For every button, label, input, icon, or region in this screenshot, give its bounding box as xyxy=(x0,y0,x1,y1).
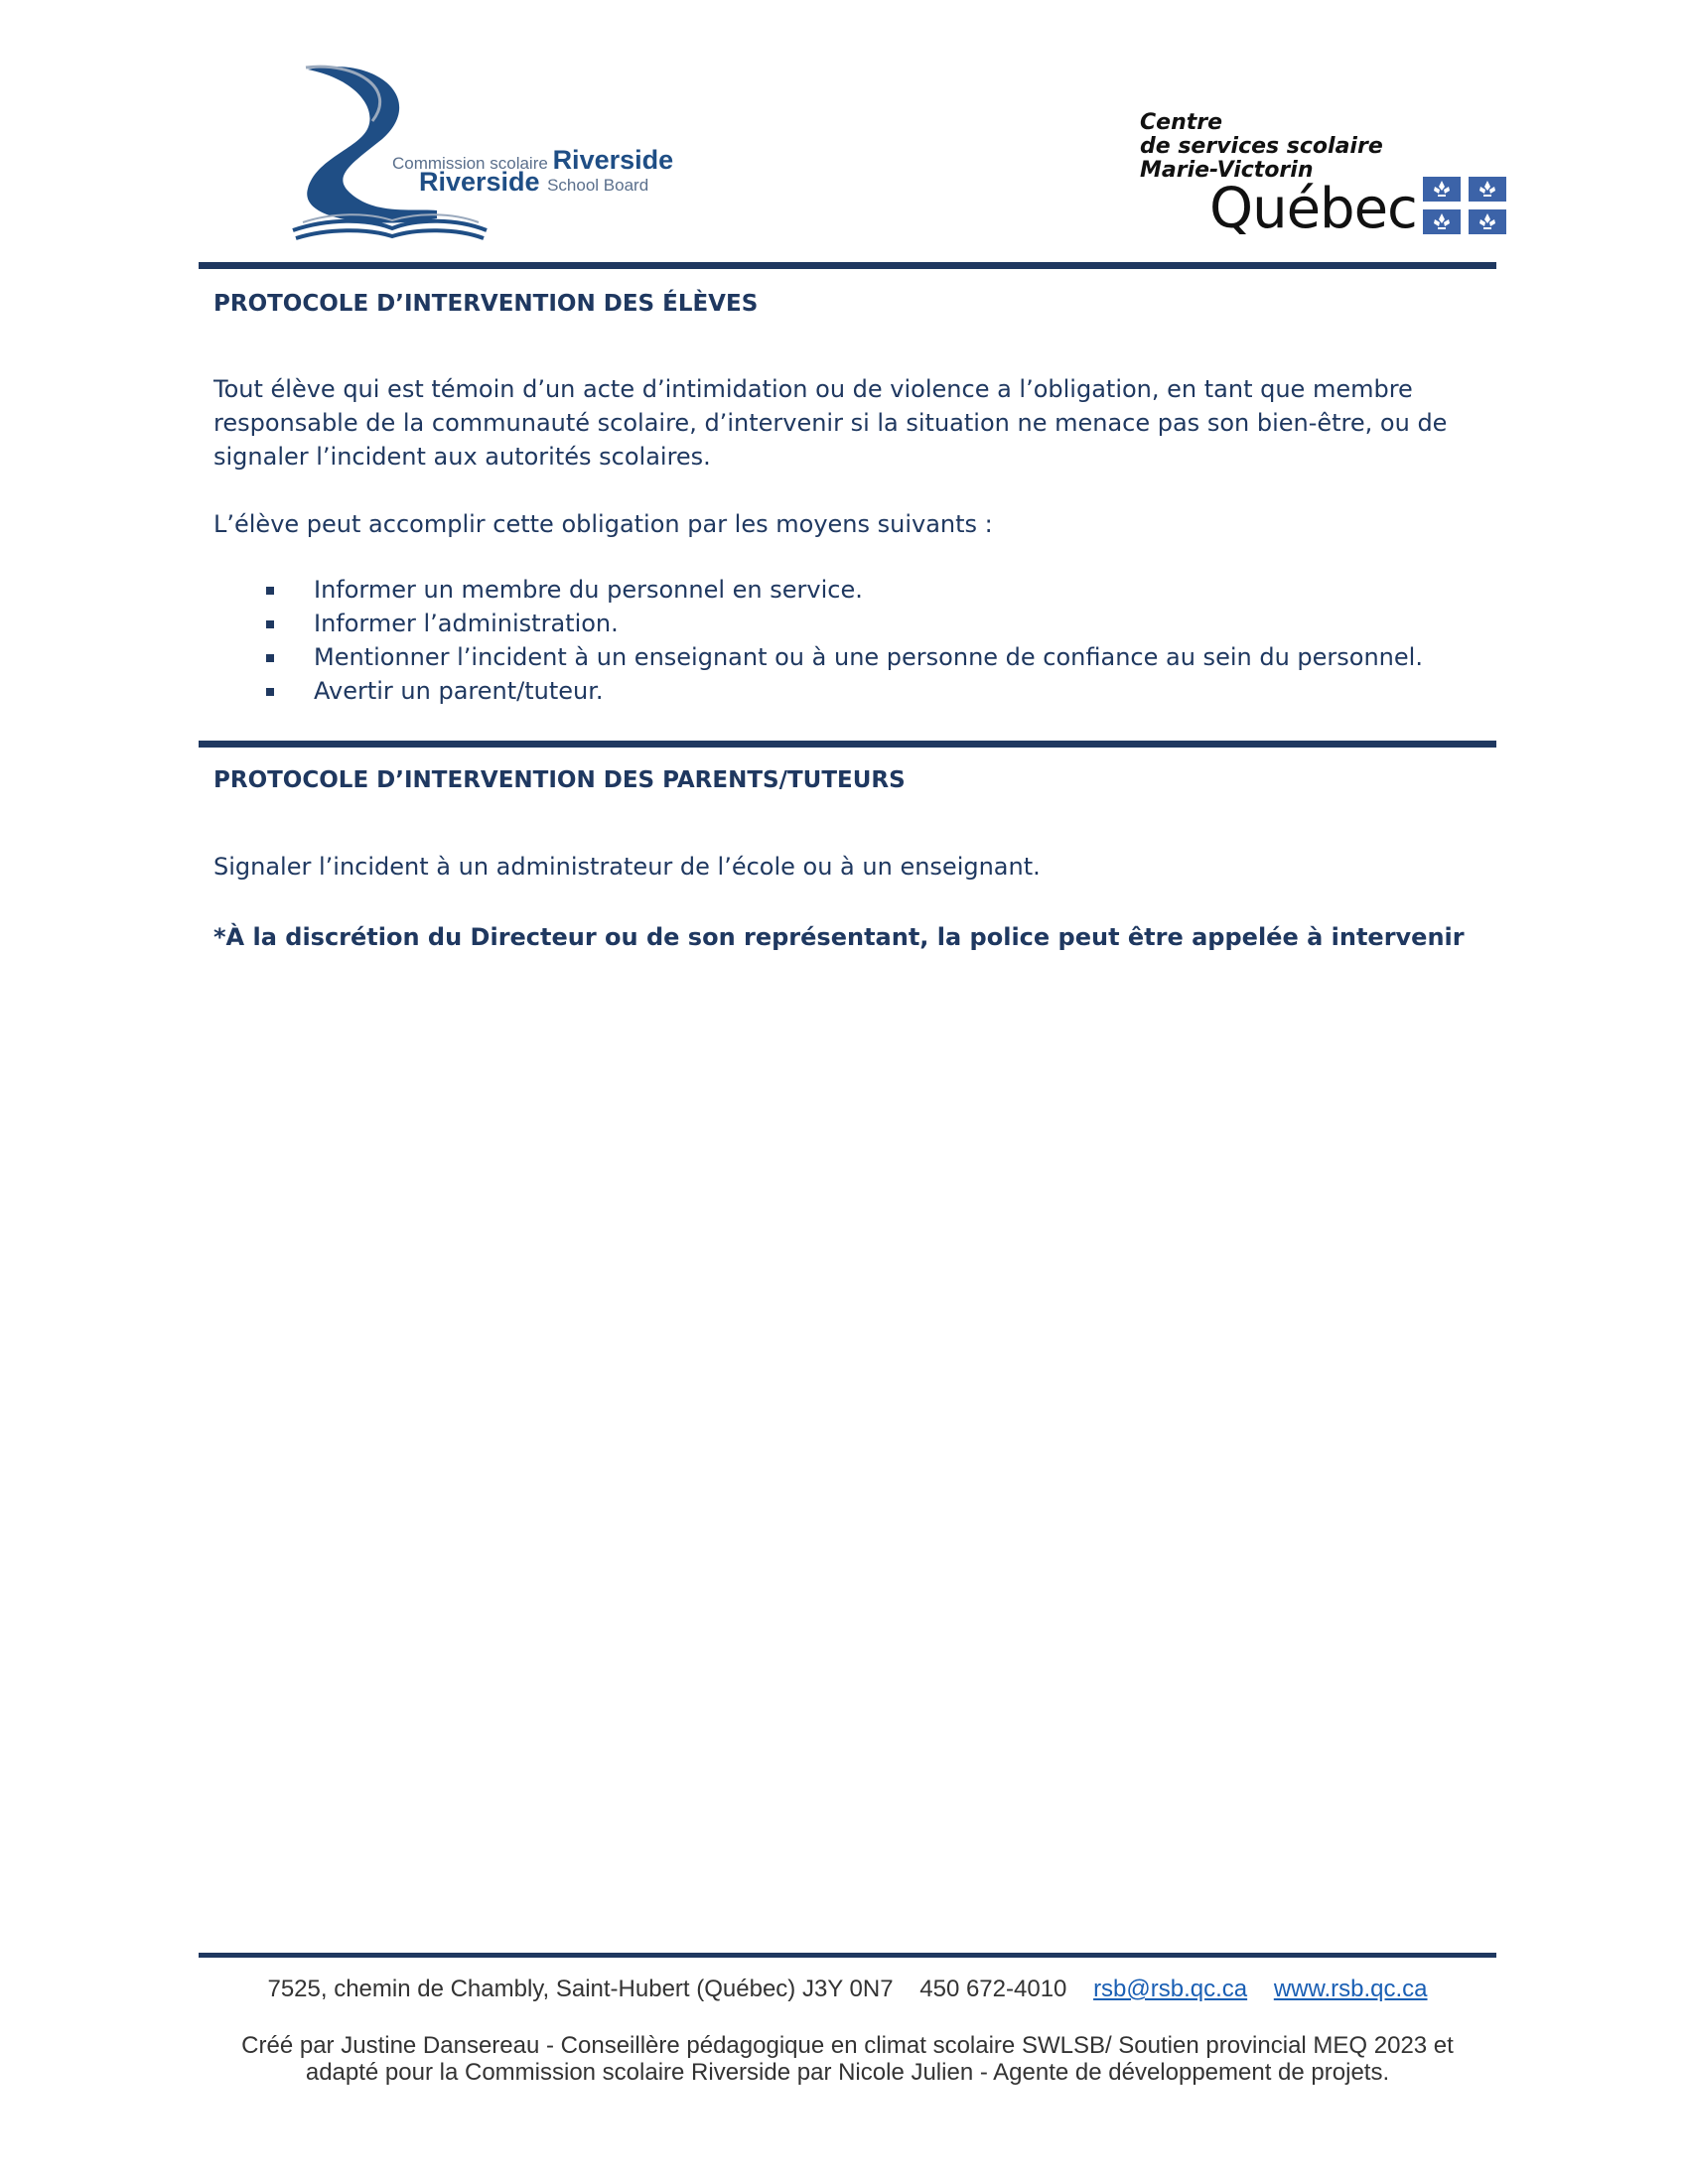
cssmv-line-services: de services scolaire xyxy=(1140,134,1383,159)
list-item: Mentionner l’incident à un enseignant ou à une personne de confiance au sein du personnel. xyxy=(261,640,1423,674)
cssmv-line-centre: Centre xyxy=(1140,110,1223,135)
header-divider xyxy=(199,262,1496,269)
parents-protocol-heading: PROTOCOLE D’INTERVENTION DES PARENTS/TUTEURS xyxy=(213,767,906,793)
list-item: Informer l’administration. xyxy=(261,607,1423,640)
students-means-intro: L’élève peut accomplir cette obligation par les moyens suivants : xyxy=(213,510,993,538)
students-means-list xyxy=(261,573,1423,708)
footer-website-link[interactable]: www.rsb.qc.ca xyxy=(1273,1976,1428,2002)
cssmv-line-mv: Marie-Victorin xyxy=(1140,158,1314,183)
police-note: *À la discrétion du Directeur ou de son représentant, la police peut être appelée à intervenir xyxy=(213,923,1465,951)
footer-email-link[interactable]: rsb@rsb.qc.ca xyxy=(1093,1976,1248,2002)
rsb-logo-line1: Commission scolaire Riverside xyxy=(392,145,674,175)
footer-phone: 450 672-4010 xyxy=(919,1976,1067,2002)
list-item: Avertir un parent/tuteur. xyxy=(261,674,1423,708)
footer-credit-line1: Créé par Justine Dansereau - Conseillère pédagogique en climat scolaire SWLSB/ Soutien provincial MEQ 2023 et xyxy=(241,2032,1454,2059)
parents-instruction: Signaler l’incident à un administrateur de l’école ou à un enseignant. xyxy=(213,853,1041,881)
footer-address: 7525, chemin de Chambly, Saint-Hubert (Québec) J3Y 0N7 xyxy=(267,1976,894,2002)
footer-credit-line2: adapté pour la Commission scolaire Riverside par Nicole Julien - Agente de développement de projets. xyxy=(305,2059,1390,2086)
rsb-logo-line2: Riverside School Board xyxy=(419,167,649,197)
list-item: Informer un membre du personnel en service. xyxy=(261,573,1423,607)
section-divider xyxy=(199,741,1496,748)
students-intro-paragraph: Tout élève qui est témoin d’un acte d’intimidation ou de violence a l’obligation, en tant que membre responsable de la communauté scolaire, d’intervenir si la situation ne menace pas son bien-être, ou de signaler l’incident aux autorités scolaires. xyxy=(213,375,1448,471)
quebec-flag-icon xyxy=(1423,177,1506,234)
students-protocol-heading: PROTOCOLE D’INTERVENTION DES ÉLÈVES xyxy=(213,291,759,317)
quebec-wordmark: Québec xyxy=(1209,177,1417,241)
footer-divider xyxy=(199,1953,1496,1958)
footer-contact xyxy=(199,1976,1496,2003)
